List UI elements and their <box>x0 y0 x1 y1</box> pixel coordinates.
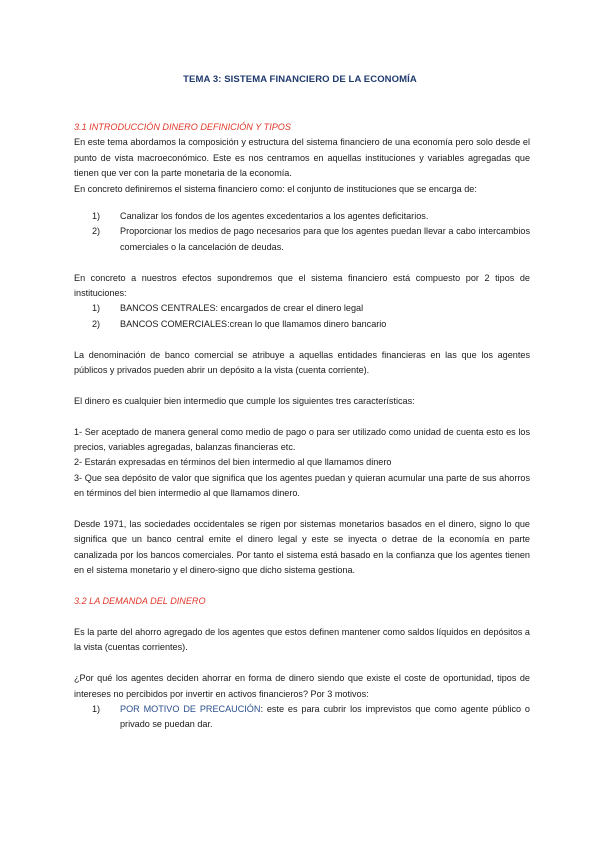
section-heading-intro: 3.1 INTRODUCCIÓN DINERO DEFINICIÓN Y TIPOS <box>74 122 291 132</box>
document-title: TEMA 3: SISTEMA FINANCIERO DE LA ECONOMÍA <box>183 74 417 85</box>
paragraph-suppose: En concreto a nuestros efectos supondremos que el sistema financiero está compuesto por 2 tipos de instituciones: <box>74 272 530 299</box>
paragraph-commercial-bank: La denominación de banco comercial se atribuye a aquellas entidades financieras en las que los agentes públicos y privados pueden abrir un depósito a la vista (cuenta corriente). <box>74 349 530 376</box>
motives-list <box>74 702 530 733</box>
functions-list <box>74 209 530 255</box>
institutions-list <box>74 301 530 332</box>
paragraph-since-1971: Desde 1971, las sociedades occidentales se rigen por sistemas monetarios basados en el dinero, signo lo que significa que un banco central emite el dinero legal y este se inyecta o detrae de la economía en parte canalizada por los bancos comerciales. Por tanto el sistema está basado en la confianza que los agentes tienen en el sistema monetario y el dinero-signo que dicho sistema gestiona. <box>74 519 530 576</box>
list-item: 2) Proporcionar los medios de pago necesarios para que los agentes puedan llevar a cabo intercambios comerciales o la cancelación de deudas. <box>92 226 530 252</box>
paragraph-demand-definition: Es la parte del ahorro agregado de los agentes que estos definen mantener como saldos líquidos en depósitos a la vista (cuentas corrientes). <box>74 626 530 653</box>
motive-text: : este es para cubrir los imprevistos que como agente público o privado se puedan dar. <box>120 703 530 730</box>
section-heading-demand: 3.2 LA DEMANDA DEL DINERO <box>74 596 206 607</box>
list-item: 1) POR MOTIVO DE PRECAUCIÓN: este es para cubrir los imprevistos que como agente público o privado se puedan dar. <box>92 703 530 730</box>
characteristic-item: 3- Que sea depósito de valor que significa que los agentes puedan y quieran acumular una parte de sus ahorros en términos del bien intermedio al que llamamos dinero. <box>74 472 530 499</box>
characteristic-item: 2- Estarán expresadas en términos del bien intermedio al que llamamos dinero <box>74 457 392 468</box>
paragraph-intro: En este tema abordamos la composición y estructura del sistema financiero de una economía pero solo desde el punto de vista macroeconómico. Este es nos centramos en aquellas instituciones y variables agregadas que tienen que ver con la parte monetaria de la economía. <box>74 137 530 179</box>
paragraph-question: ¿Por qué los agentes deciden ahorrar en forma de dinero siendo que existe el coste de oportunidad, tipos de intereses no percibidos por invertir en activos financieros? Por 3 motivos: <box>74 673 530 699</box>
list-item: 2) BANCOS COMERCIALES:crean lo que llamamos dinero bancario <box>92 318 387 329</box>
list-item: 1) Canalizar los fondos de los agentes excedentarios a los agentes deficitarios. <box>92 211 429 222</box>
paragraph-money-definition: El dinero es cualquier bien intermedio que cumple los siguientes tres características: <box>74 395 415 406</box>
characteristic-item: 1- Ser aceptado de manera general como medio de pago o para ser utilizado como unidad de cuenta esto es los precios, variables agregadas, balanzas financieras etc. <box>74 426 530 453</box>
document-body <box>74 120 530 733</box>
list-item: 1) BANCOS CENTRALES: encargados de crear el dinero legal <box>92 303 364 314</box>
paragraph-definition: En concreto definiremos el sistema financiero como: el conjunto de instituciones que se encarga de: <box>74 183 477 194</box>
motive-label: POR MOTIVO DE PRECAUCIÓN <box>120 703 261 714</box>
